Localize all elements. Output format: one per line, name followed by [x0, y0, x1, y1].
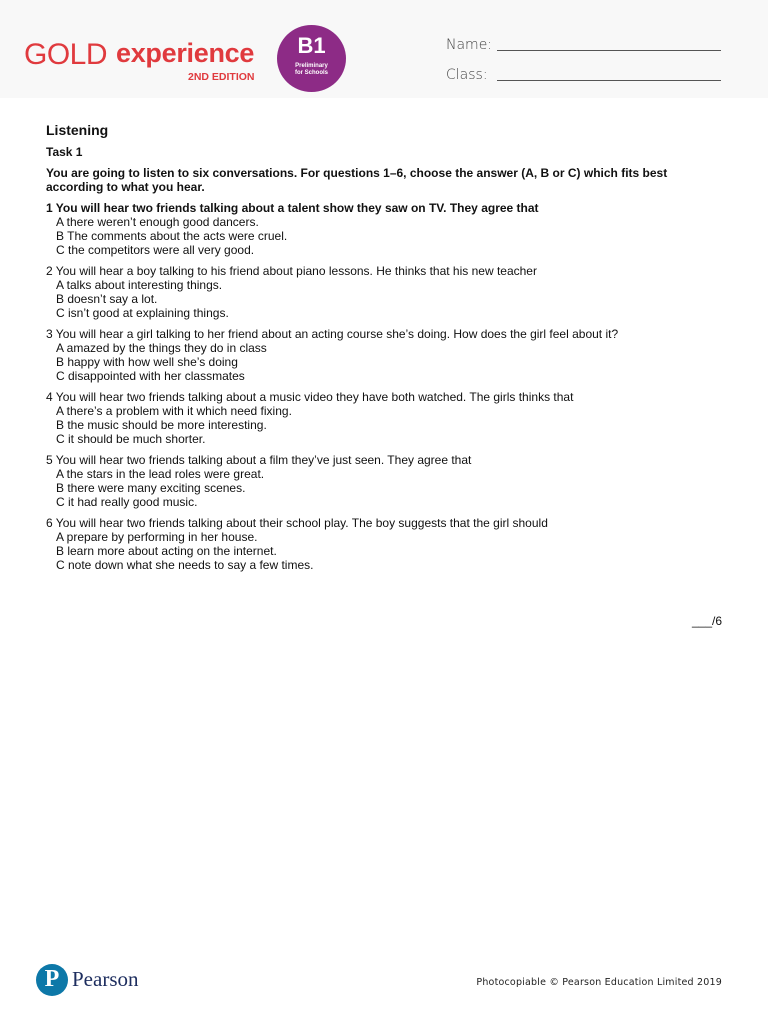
copyright-notice: Photocopiable © Pearson Education Limited 2019	[476, 977, 722, 988]
answer-option[interactable]: C it had really good music.	[56, 495, 198, 509]
question-list	[46, 201, 726, 572]
task-title: Task 1	[46, 145, 83, 159]
answer-option[interactable]: C isn’t good at explaining things.	[56, 306, 229, 320]
badge-sub-line1: Preliminary	[295, 63, 328, 69]
answer-option[interactable]: B The comments about the acts were cruel.	[56, 229, 288, 243]
logo-experience-text: experience	[116, 38, 255, 68]
question-item	[46, 453, 726, 509]
question-stem: 1 You will hear two friends talking about a talent show they saw on TV. They agree that	[46, 201, 539, 215]
question-stem: 5 You will hear two friends talking about a film they’ve just seen. They agree that	[46, 453, 472, 467]
question-item	[46, 516, 726, 572]
level-badge	[277, 25, 346, 92]
answer-option[interactable]: C it should be much shorter.	[56, 432, 206, 446]
section-heading: Listening	[46, 122, 109, 138]
badge-level: B1	[297, 33, 326, 58]
answer-option[interactable]: A the stars in the lead roles were great.	[56, 467, 265, 481]
logo-gold-text: GOLD	[24, 38, 108, 71]
class-field[interactable]	[497, 80, 721, 81]
answer-option[interactable]: B the music should be more interesting.	[56, 418, 267, 432]
answer-option[interactable]: B happy with how well she’s doing	[56, 355, 238, 369]
question-item	[46, 264, 726, 320]
answer-option[interactable]: C the competitors were all very good.	[56, 243, 255, 257]
badge-sub-line2: for Schools	[294, 70, 328, 76]
question-item	[46, 390, 726, 446]
question-stem: 2 You will hear a boy talking to his friend about piano lessons. He thinks that his new teacher	[46, 264, 537, 278]
question-stem: 3 You will hear a girl talking to her friend about an acting course she’s doing. How does the girl feel about it?	[46, 327, 619, 341]
answer-option[interactable]: A talks about interesting things.	[56, 278, 223, 292]
name-label: Name:	[446, 37, 493, 53]
worksheet-content	[46, 122, 726, 572]
answer-option[interactable]: A prepare by performing in her house.	[56, 530, 258, 544]
answer-option[interactable]: A amazed by the things they do in class	[56, 341, 267, 355]
instructions: You are going to listen to six conversations. For questions 1–6, choose the answer (A, B or C) which fits best according to what you hear.	[46, 166, 668, 194]
answer-option[interactable]: B doesn’t say a lot.	[56, 292, 158, 306]
answer-option[interactable]: B learn more about acting on the internet.	[56, 544, 277, 558]
pearson-wordmark: Pearson	[72, 967, 139, 991]
pearson-logo-icon	[36, 964, 68, 996]
class-label: Class:	[446, 67, 488, 83]
pearson-logo-letter: P	[44, 966, 60, 992]
answer-option[interactable]: B there were many exciting scenes.	[56, 481, 246, 495]
score-box: ___/6	[691, 614, 722, 628]
badge-subtitle	[277, 63, 346, 77]
answer-option[interactable]: A there weren’t enough good dancers.	[56, 215, 259, 229]
question-stem: 6 You will hear two friends talking about their school play. The boy suggests that the girl should	[46, 516, 548, 530]
name-field[interactable]	[497, 50, 721, 51]
page-header	[0, 0, 768, 98]
answer-option[interactable]: C disappointed with her classmates	[56, 369, 245, 383]
logo-edition-text: 2ND EDITION	[188, 71, 255, 83]
question-item	[46, 327, 726, 383]
question-item	[46, 201, 726, 257]
answer-option[interactable]: A there’s a problem with it which need fixing.	[56, 404, 292, 418]
answer-option[interactable]: C note down what she needs to say a few times.	[56, 558, 314, 572]
question-stem: 4 You will hear two friends talking about a music video they have both watched. The girls thinks that	[46, 390, 574, 404]
